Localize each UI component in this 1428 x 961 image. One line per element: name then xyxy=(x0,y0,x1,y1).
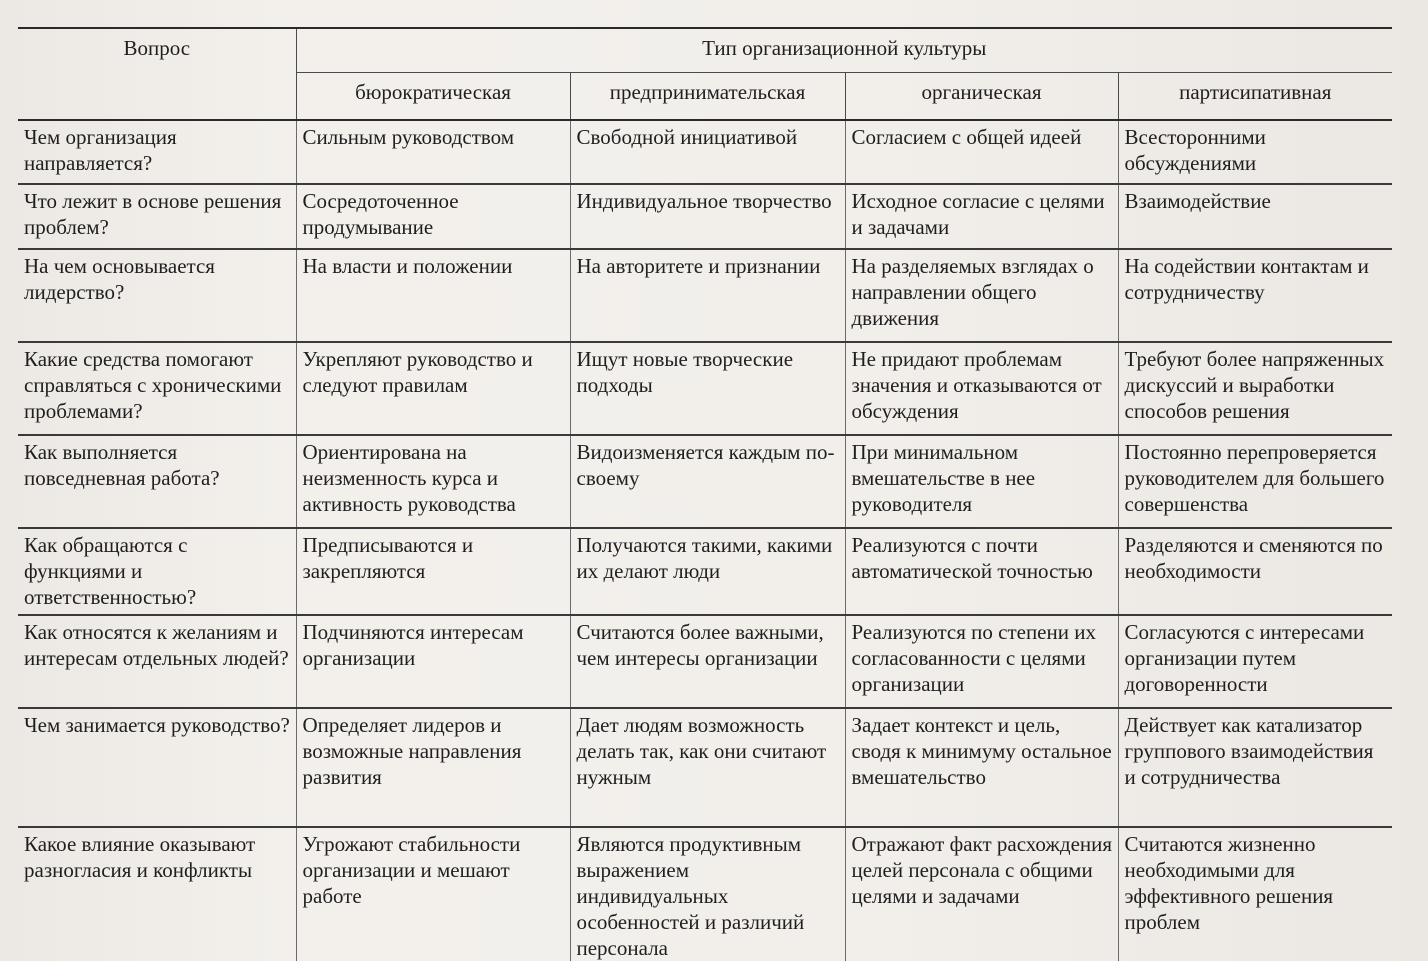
participative-cell: Требуют более напряженных дискуссий и выработки способов решения xyxy=(1118,342,1392,435)
entrepreneurial-cell: Получаются такими, какими их делают люди xyxy=(570,528,845,615)
question-cell: Как обращаются с функциями и ответственностью? xyxy=(18,528,296,615)
entrepreneurial-cell: Индивидуальное творчество xyxy=(570,184,845,249)
table-row xyxy=(18,435,1392,528)
bureaucratic-cell: Угрожают стабильности организации и мешают работе xyxy=(296,827,570,961)
participative-cell: Постоянно перепроверяется руководителем для большего совершенства xyxy=(1118,435,1392,528)
type-header-organic: органическая xyxy=(845,73,1118,121)
organic-cell: На разделяемых взглядах о направлении общего движения xyxy=(845,249,1118,342)
table-row xyxy=(18,708,1392,827)
question-cell: Чем организация направляется? xyxy=(18,120,296,184)
table-row xyxy=(18,528,1392,615)
question-cell: Какие средства помогают справляться с хроническими проблемами? xyxy=(18,342,296,435)
participative-cell: Разделяются и сменяются по необходимости xyxy=(1118,528,1392,615)
entrepreneurial-cell: Ищут новые творческие подходы xyxy=(570,342,845,435)
bureaucratic-cell: Предписываются и закрепляются xyxy=(296,528,570,615)
bureaucratic-cell: Ориентирована на неизменность курса и активность руководства xyxy=(296,435,570,528)
type-header-participative: партисипативная xyxy=(1118,73,1392,121)
table-header xyxy=(18,28,1392,120)
organic-cell: Исходное согласие с целями и задачами xyxy=(845,184,1118,249)
organic-cell: Согласием с общей идеей xyxy=(845,120,1118,184)
table-row xyxy=(18,827,1392,961)
organic-cell: Реализуются по степени их согласованности с целями организации xyxy=(845,615,1118,708)
question-cell: Какое влияние оказывают разногласия и конфликты xyxy=(18,827,296,961)
table-row xyxy=(18,249,1392,342)
organic-cell: Не придают проблемам значения и отказываются от обсуждения xyxy=(845,342,1118,435)
participative-cell: Считаются жизненно необходимыми для эффективного решения проблем xyxy=(1118,827,1392,961)
type-header-bureaucratic: бюрократическая xyxy=(296,73,570,121)
table-row xyxy=(18,615,1392,708)
type-header-entrepreneurial: предпринимательская xyxy=(570,73,845,121)
organic-cell: При минимальном вмешательстве в нее руководителя xyxy=(845,435,1118,528)
bureaucratic-cell: Определяет лидеров и возможные направления развития xyxy=(296,708,570,827)
participative-cell: Всесторонними обсуждениями xyxy=(1118,120,1392,184)
bureaucratic-cell: Сильным руководством xyxy=(296,120,570,184)
participative-cell: На содействии контактам и сотрудничеству xyxy=(1118,249,1392,342)
culture-type-group-header: Тип организационной культуры xyxy=(296,28,1392,73)
question-cell: Что лежит в основе решения проблем? xyxy=(18,184,296,249)
organic-cell: Отражают факт расхождения целей персонала с общими целями и задачами xyxy=(845,827,1118,961)
question-column-header: Вопрос xyxy=(18,28,296,120)
question-cell: Как выполняется повседневная работа? xyxy=(18,435,296,528)
bureaucratic-cell: На власти и положении xyxy=(296,249,570,342)
bureaucratic-cell: Укрепляют руководство и следуют правилам xyxy=(296,342,570,435)
organizational-culture-table xyxy=(18,27,1392,961)
entrepreneurial-cell: На авторитете и признании xyxy=(570,249,845,342)
question-cell: Как относятся к желаниям и интересам отдельных людей? xyxy=(18,615,296,708)
table-row xyxy=(18,342,1392,435)
participative-cell: Действует как катализатор группового взаимодействия и сотрудничества xyxy=(1118,708,1392,827)
table-row xyxy=(18,120,1392,184)
entrepreneurial-cell: Свободной инициативой xyxy=(570,120,845,184)
question-cell: На чем основывается лидерство? xyxy=(18,249,296,342)
participative-cell: Согласуются с интересами организации путем договоренности xyxy=(1118,615,1392,708)
question-cell: Чем занимается руководство? xyxy=(18,708,296,827)
entrepreneurial-cell: Дает людям возможность делать так, как они считают нужным xyxy=(570,708,845,827)
participative-cell: Взаимодействие xyxy=(1118,184,1392,249)
organic-cell: Реализуются с почти автоматической точностью xyxy=(845,528,1118,615)
organic-cell: Задает контекст и цель, сводя к минимуму остальное вмешательство xyxy=(845,708,1118,827)
entrepreneurial-cell: Являются продуктивным выражением индивидуальных особенностей и различий персонала xyxy=(570,827,845,961)
table-body xyxy=(18,120,1392,961)
bureaucratic-cell: Сосредоточенное продумывание xyxy=(296,184,570,249)
entrepreneurial-cell: Видоизменяется каждым по-своему xyxy=(570,435,845,528)
table-row xyxy=(18,184,1392,249)
entrepreneurial-cell: Считаются более важными, чем интересы организации xyxy=(570,615,845,708)
bureaucratic-cell: Подчиняются интересам организации xyxy=(296,615,570,708)
